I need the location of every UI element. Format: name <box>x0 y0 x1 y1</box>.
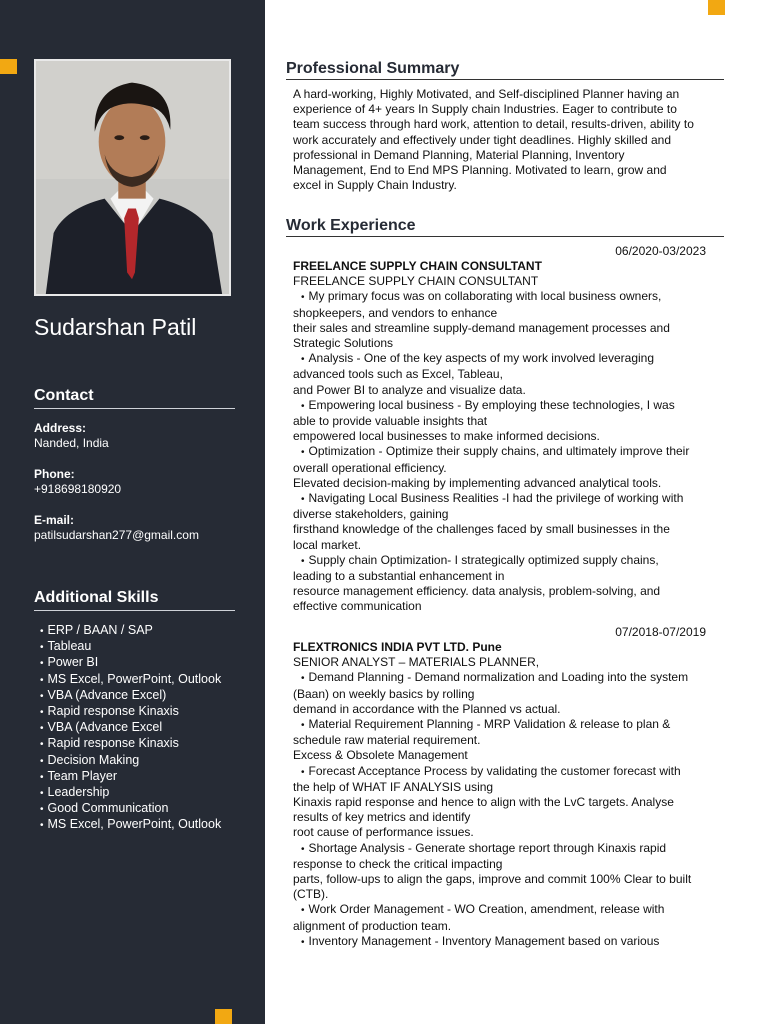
job-description-line: the help of WHAT IF ANALYSIS using <box>293 779 494 794</box>
job-bullet-line: • Supply chain Optimization- I strategically optimized supply chains, <box>293 553 717 569</box>
job-dates: 07/2018-07/2019 <box>615 625 706 639</box>
candidate-name: Sudarshan Patil <box>34 314 197 340</box>
job-description <box>293 670 717 950</box>
job-title: FREELANCE SUPPLY CHAIN CONSULTANT <box>293 274 539 289</box>
job-description-line: Kinaxis rapid response and hence to align with the LvC targets. Analyse <box>293 795 674 810</box>
accent-square-bottom <box>215 1009 232 1024</box>
job-description-line: Elevated decision-making by implementing advanced analytical tools. <box>293 475 662 490</box>
skill-item: • MS Excel, PowerPoint, Outlook <box>40 672 221 688</box>
job-description-line: able to provide valuable insights that <box>293 414 488 429</box>
address-value: Nanded, India <box>34 436 109 450</box>
summary-line: work accurately and effectively under tight deadlines. Highly skilled and <box>293 132 671 147</box>
job-description-line: alignment of production team. <box>293 918 452 933</box>
summary-heading: Professional Summary <box>286 60 724 80</box>
phone-value: +918698180920 <box>34 482 122 496</box>
job-description-line: diverse stakeholders, gaining <box>293 507 449 522</box>
skill-item: • VBA (Advance Excel) <box>40 688 221 704</box>
skill-item: • Team Player <box>40 769 221 785</box>
skills-heading: Additional Skills <box>34 589 235 611</box>
job-entry <box>293 259 717 615</box>
job-company: FLEXTRONICS INDIA PVT LTD. Pune <box>293 640 502 654</box>
address-label: Address: <box>34 421 87 435</box>
summary-line: excel in Supply Chain Industry. <box>293 178 457 193</box>
job-bullet-line: • Inventory Management - Inventory Management based on various <box>293 934 717 950</box>
job-description-line: their sales and streamline supply-demand management processes and <box>293 320 670 335</box>
job-bullet-line: • My primary focus was on collaborating with local business owners, <box>293 289 717 305</box>
skill-item: • Leadership <box>40 785 221 801</box>
job-description-line: results of key metrics and identify <box>293 810 471 825</box>
job-bullet-line: • Shortage Analysis - Generate shortage report through Kinaxis rapid <box>293 841 717 857</box>
skill-item: • Good Communication <box>40 801 221 817</box>
summary-line: team success through hard work, attention to detail, results-driven, ability to <box>293 117 694 132</box>
contact-heading: Contact <box>34 387 235 409</box>
job-company: FREELANCE SUPPLY CHAIN CONSULTANT <box>293 259 542 273</box>
job-entry <box>293 640 717 950</box>
skill-item: • Rapid response Kinaxis <box>40 704 221 720</box>
contact-address <box>34 421 109 451</box>
job-bullet-line: • Demand Planning - Demand normalization and Loading into the system <box>293 670 717 686</box>
job-description-line: effective communication <box>293 599 422 614</box>
job-title: SENIOR ANALYST – MATERIALS PLANNER, <box>293 655 540 670</box>
job-dates: 06/2020-03/2023 <box>615 244 706 258</box>
job-bullet-line: • Empowering local business - By employing these technologies, I was <box>293 398 717 414</box>
skill-item: • MS Excel, PowerPoint, Outlook <box>40 817 221 833</box>
job-description-line: firsthand knowledge of the challenges faced by small businesses in the <box>293 522 670 537</box>
job-bullet-line: • Material Requirement Planning - MRP Validation & release to plan & <box>293 717 717 733</box>
job-description-line: (Baan) on weekly basics by rolling <box>293 686 475 701</box>
accent-square-top-right <box>708 0 725 15</box>
contact-phone <box>34 467 121 497</box>
job-description-line: Strategic Solutions <box>293 336 394 351</box>
profile-photo <box>34 59 231 296</box>
contact-email <box>34 513 199 543</box>
summary-line: A hard-working, Highly Motivated, and Self-disciplined Planner having an <box>293 87 680 101</box>
skill-item: • Power BI <box>40 655 221 671</box>
job-description-line: leading to a substantial enhancement in <box>293 569 505 584</box>
job-description-line: Excess & Obsolete Management <box>293 748 468 763</box>
sidebar <box>0 0 265 1024</box>
accent-square-left <box>0 59 17 74</box>
summary-line: experience of 4+ years In Supply chain Industries. Eager to contribute to <box>293 102 677 117</box>
skill-item: • Rapid response Kinaxis <box>40 736 221 752</box>
skill-item: • VBA (Advance Excel <box>40 720 221 736</box>
email-value: patilsudarshan277@gmail.com <box>34 528 199 542</box>
job-bullet-line: • Optimization - Optimize their supply chains, and ultimately improve their <box>293 444 717 460</box>
skill-item: • Decision Making <box>40 753 221 769</box>
job-description-line: advanced tools such as Excel, Tableau, <box>293 367 503 382</box>
skill-item: • ERP / BAAN / SAP <box>40 623 221 639</box>
job-description-line: (CTB). <box>293 887 329 902</box>
email-label: E-mail: <box>34 513 75 527</box>
job-description-line: local market. <box>293 537 362 552</box>
job-description-line: parts, follow-ups to align the gaps, improve and commit 100% Clear to built <box>293 872 692 887</box>
summary-text <box>293 87 723 193</box>
job-description-line: overall operational efficiency. <box>293 460 447 475</box>
summary-line: professional in Demand Planning, Material Planning, Inventory <box>293 147 625 162</box>
job-description-line: response to check the critical impacting <box>293 856 503 871</box>
job-bullet-line: • Forecast Acceptance Process by validating the customer forecast with <box>293 764 717 780</box>
summary-line: Management, End to End MPS Planning. Motivated to learn, grow and <box>293 163 667 178</box>
work-heading: Work Experience <box>286 217 724 237</box>
job-description-line: root cause of performance issues. <box>293 825 474 840</box>
profile-photo-illustration <box>36 61 229 294</box>
job-description-line: demand in accordance with the Planned vs actual. <box>293 701 561 716</box>
job-description <box>293 289 717 614</box>
skill-item: • Tableau <box>40 639 221 655</box>
job-bullet-line: • Navigating Local Business Realities -I had the privilege of working with <box>293 491 717 507</box>
job-bullet-line: • Analysis - One of the key aspects of my work involved leveraging <box>293 351 717 367</box>
job-description-line: and Power BI to analyze and visualize data. <box>293 382 526 397</box>
job-description-line: empowered local businesses to make informed decisions. <box>293 429 600 444</box>
job-bullet-line: • Work Order Management - WO Creation, amendment, release with <box>293 902 717 918</box>
job-description-line: resource management efficiency. data analysis, problem-solving, and <box>293 584 661 599</box>
phone-label: Phone: <box>34 467 75 481</box>
job-description-line: shopkeepers, and vendors to enhance <box>293 305 498 320</box>
skills-list <box>40 623 221 834</box>
job-description-line: schedule raw material requirement. <box>293 733 481 748</box>
